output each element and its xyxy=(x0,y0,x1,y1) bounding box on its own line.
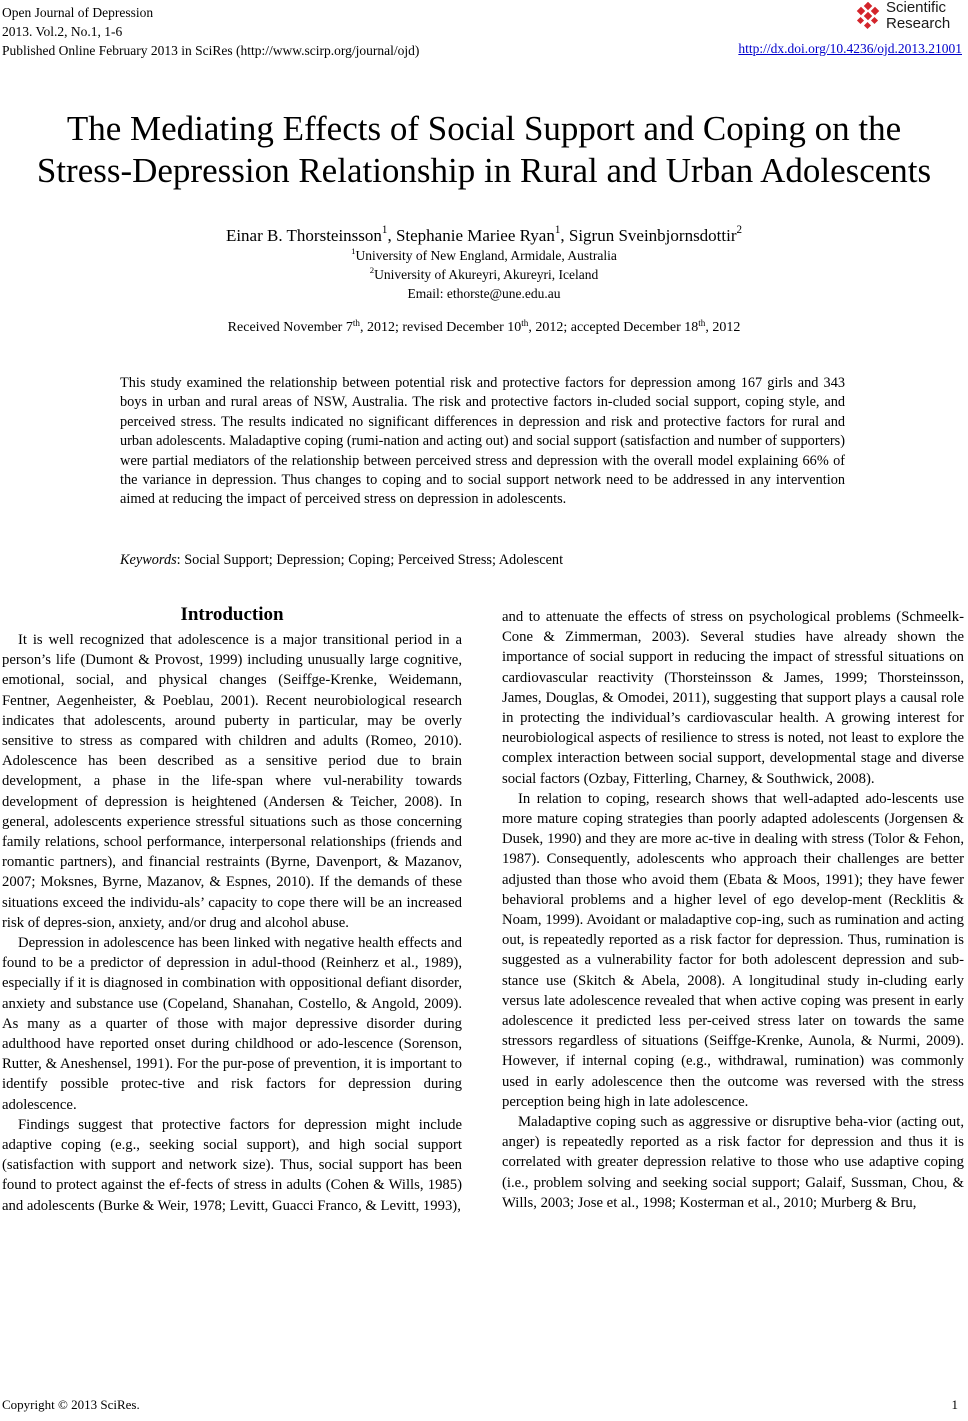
keywords xyxy=(120,552,563,569)
body-column-left xyxy=(2,630,462,1216)
keywords-text: : Social Support; Depression; Coping; Perceived Stress; Adolescent xyxy=(176,552,564,568)
journal-volume: 2013. Vol.2, No.1, 1-6 xyxy=(2,24,123,39)
abstract: This study examined the relationship between potential risk and protective factors for depression among 167 girls and 343 boys in urban and rural areas of NSW, Australia. The risk and protective factors in-cluded social support, coping style, and perceived stress. The results indicated no significant differences in depression and risk and protective factors for rural and urban adolescents. Maladaptive coping (rumi-nation and acting out) and social support (satisfaction and number of supporters) were partial mediators of the relationship between perceived stress and depression with the overall model explaining 66% of the variance in depression. Thus changes to coping and to social support network need to be addressed in any intervention aimed at reducing the impact of perceived stress on depression in adolescents. xyxy=(120,375,845,508)
contact-email: Email: ethorste@une.edu.au xyxy=(407,286,561,301)
journal-header xyxy=(2,3,419,60)
paragraph: It is well recognized that adolescence is a major transitional period in a person’s life (Dumont & Provost, 1999) including unusually large cognitive, emotional, social, and physical changes (Seiffge-Krenke, Weidemann, Fentner, Aegenheister, & Poeblau, 2001). Recent neurobiological research indicates that adolescents, around puberty in particular, may be overly sensitive to stress as compared with children and adults (Romeo, 2010). Adolescence has been described as a sensitive period due to brain development, a phase in the life-span where vul-nerability towards development of depression is heightened (Andersen & Teicher, 2008). In general, adolescents experience stressful situations such as those concerning family relations, school performance, interpersonal relationships (friends and romantic partners), and financial restraints (Byrne, Davenport, & Mazanov, 2007; Moksnes, Byrne, Mazanov, & Espnes, 2010). If the demands of these situations exceed the individu-als’ capacity to cope there will be an increased risk of depres-sion, anxiety, and/or drug and alcohol abuse. xyxy=(2,632,462,931)
author-list: Einar B. Thorsteinsson$^1$, Stephanie Mariee Ryan$^1$, Sigrun Sveinbjornsdottir$^2$ xyxy=(225,224,743,245)
paragraph: Depression in adolescence has been linked with negative health effects and found to be a predictor of depression in adul-thood (Reinherz et al., 1989), especially if it is diagnosed in combination with oppositional defiant disorder, anxiety and substance use (Copeland, Shanahan, Costello, & Angold, 2009). As many as a quarter of those with major depressive disorder during adulthood have reported onset during childhood or ado-lescence (Sorenson, Rutter, & Aneshensel, 1991). For the pur-pose of prevention, it is important to identify possible protec-tive and risk factors for depression during adolescence. xyxy=(2,935,462,1113)
logo-text: Scientific Research xyxy=(886,0,951,32)
section-heading-introduction: Introduction xyxy=(180,604,284,625)
copyright-footer: Copyright © 2013 SciRes. xyxy=(2,1397,140,1412)
body-column-right xyxy=(502,607,964,1213)
paragraph: Findings suggest that protective factors for depression might include adaptive coping (e.g., seeking social support), and high social support (satisfaction with support and network size). Thus, social support has been found to protect against the ef-fects of stress in adults (Cohen & Wills, 1985) and adolescents (Burke & Weir, 1978; Levitt, Guacci Franco, & Levitt, 1993), xyxy=(2,1116,462,1214)
logo-mark-icon xyxy=(852,2,882,32)
doi-link[interactable]: http://dx.doi.org/10.4236/ojd.2013.21001 xyxy=(738,41,962,56)
paragraph: and to attenuate the effects of stress on psychological problems (Schmeelk-Cone & Zimmerman, 2003). Several studies have already shown the importance of social support in reducing the impact of stressful situations on cardiovascular reactivity (Thorsteinsson & James, 1999; Thorsteinsson, James, Douglas, & Omodei, 2011), suggesting that support plays a causal role in protecting the individual’s cardiovascular health. A growing interest for neurobiological aspects of resilience to stress is noted, not least to explore the complex interaction between social support, developmental stage and diverse social factors (Ozbay, Fitterling, Charney, & Southwick, 2008). xyxy=(502,609,964,787)
journal-name: Open Journal of Depression xyxy=(2,5,154,20)
publication-info: Published Online February 2013 in SciRes (http://www.scirp.org/journal/ojd) xyxy=(2,43,420,58)
page-number: 1 xyxy=(951,1397,958,1412)
received-dates: Received November 7th, 2012; revised December 10th, 2012; accepted December 18th, 2012 xyxy=(227,318,741,335)
paragraph: Maladaptive coping such as aggressive or disruptive beha-vior (acting out, anger) is repeatedly reported as a risk factor for depression and thus it is correlated with greater depression relative to those who use adaptive coping (i.e., problem solving and seeking social support; Galaif, Sussman, Chou, & Wills, 2003; Jose et al., 1998; Kosterman et al., 2010; Murberg & Bru, xyxy=(502,1114,964,1211)
affiliation-2: $^2$University of Akureyri, Akureyri, Iceland xyxy=(369,265,599,282)
keywords-label: Keywords xyxy=(120,552,177,568)
affiliation-1: $^1$University of New England, Armidale, Australia xyxy=(351,246,617,263)
paragraph: In relation to coping, research shows that well-adapted ado-lescents use more mature coping strategies than poorly adapted adolescents (Jorgensen & Dusek, 1990) and they are more ac-tive in dealing with stress (Tolor & Fehon, 1987). Consequently, adolescents who approach their challenges are better adjusted than those who avoid them (Ebata & Moos, 1991); they have fewer behavioral problems and a higher level of ego develop-ment (Recklitis & Noam, 1999). Avoidant or maladaptive cop-ing, such as rumination and acting out, is repeatedly reported as a risk factor for depression. Thus, rumination is suggested as a vulnerability factor for both adolescent depression and sub-stance use (Skitch & Abela, 2008). A longitudinal study in-cluding early versus late adolescence revealed that when active coping was present in early adolescence it predicted less per-ceived stress later on towards the same stressors regardless of situations (Seiffge-Krenke, Aunola, & Nurmi, 2009). However, if internal coping (e.g., withdrawal, rumination) was commonly used in early adolescence then the outcome was reversed with the stress perception being high in late adolescence. xyxy=(502,790,964,1110)
paper-title: The Mediating Effects of Social Support and Coping on the Stress-Depression Relationship in Rural and Urban Adolescents xyxy=(36,109,932,190)
scientific-research-logo xyxy=(852,0,962,36)
